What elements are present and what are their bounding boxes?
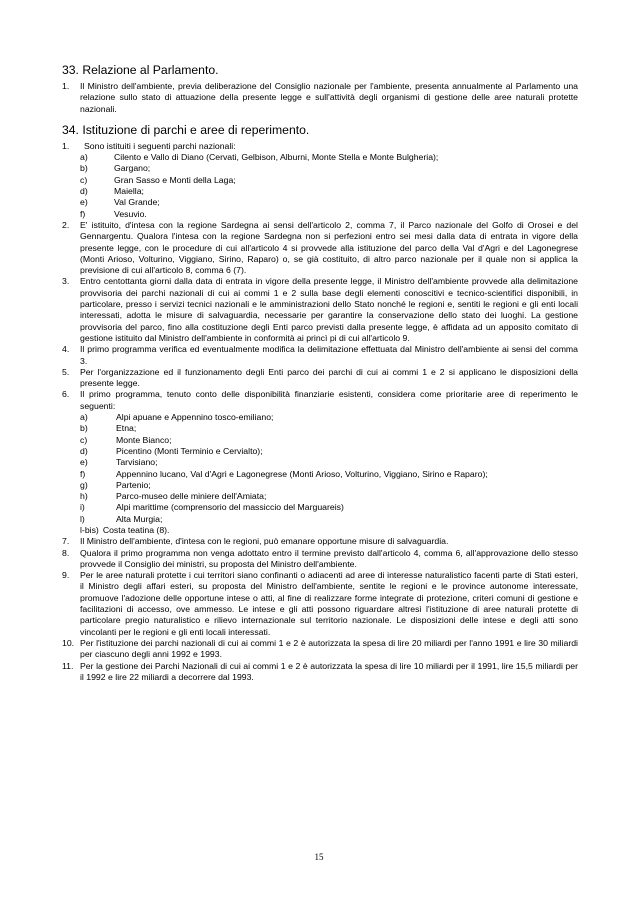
paragraph-item: [62, 536, 578, 547]
item-number: 6.: [62, 389, 70, 400]
sub-list-item: [80, 412, 578, 423]
sub-item-text: Maiella;: [114, 186, 144, 197]
sub-item-letter: b): [80, 163, 88, 174]
item-number: 11.: [62, 660, 74, 671]
sub-list-item: [80, 525, 578, 536]
sub-list-item: [80, 186, 578, 197]
item-text: Per la gestione dei Parchi Nazionali di cui ai commi 1 e 2 è autorizzata la spesa di lire 10 miliardi per il 1991, lire 15,5 miliardi per il 1992 e lire 22 miliardi a decorrere dal 1993.: [80, 660, 578, 682]
section-33-heading: 33. Relazione al Parlamento.: [62, 63, 219, 77]
item-text: Per l'organizzazione ed il funzionamento degli Enti parco dei parchi di cui ai commi 1 e 2 si applicano le disposizioni della presente legge.: [80, 366, 578, 389]
item-text: Per l'istituzione dei parchi nazionali di cui ai commi 1 e 2 è autorizzata la spesa di lire 20 miliardi per l'anno 1991 e lire 30 miliardi per ciascuno degli anni 1992 e 1993.: [80, 637, 578, 660]
item-number: 1.: [62, 81, 70, 91]
sub-item-text: Val Grande;: [114, 197, 160, 208]
item-text: Il primo programma, tenuto conto delle disponibilità finanziarie esistenti, considera come prioritarie aree di reperimento le seguenti:: [80, 389, 578, 411]
paragraph-item: [62, 548, 578, 571]
sub-list-item: [80, 435, 578, 446]
sub-item-text: Vesuvio.: [114, 208, 147, 219]
page-number: 15: [314, 852, 324, 862]
item-text: Sono istituiti i seguenti parchi nazionali:: [84, 140, 236, 151]
sub-item-letter: b): [80, 423, 88, 434]
item-number: 1.: [62, 140, 70, 151]
paragraph-item: [62, 661, 578, 684]
item-text: Il Ministro dell'ambiente, d'intesa con le regioni, può emanare opportune misure di salvaguardia.: [80, 536, 449, 547]
sub-item-letter: a): [80, 152, 88, 163]
sub-item-letter: f): [80, 208, 86, 219]
item-text: E' istituito, d'intesa con la regione Sardegna ai sensi dell'articolo 2, comma 7, il Parco nazionale del Golfo di Orosei e del Gennargentu. Qualora l'intesa con la regione Sardegna non si perfezioni entro sei mesi dalla data di entrata in vigore della presente legge, con le procedure di cui all'articolo 4 si provvede alla istituzione del parco della Val d'Agri e del Lagonegrese (Monti Arioso, Volturino, Viggiano, Sirino, Raparo) o, se già costituito, di altro parco nazionale per il quale non si applica la previsione di cui all'articolo 8, comma 6 (7).: [80, 219, 578, 276]
sub-item-text: Gran Sasso e Monti della Laga;: [114, 174, 236, 185]
paragraph-item: [62, 276, 578, 344]
item-number: 4.: [62, 344, 70, 355]
sub-list-item: [80, 209, 578, 220]
sub-list-item: [80, 457, 578, 468]
sub-list-item: [80, 423, 578, 434]
item-text: Entro centottanta giorni dalla data di entrata in vigore della presente legge, il Ministro dell'ambiente provvede alla delimitazione provvisoria dei parchi nazionali di cui ai commi 1 e 2 sulla base degli elementi conoscitivi e tecnico-scientifici disponibili, in particolare, presso i servizi tecnici nazionali e le amministrazioni dello Stato nonché le regioni e, sentiti le regioni e gli enti locali interessati, adotta le misure di salvaguardia, necessarie per garantire la conservazione dello stato dei luoghi. La gestione provvisoria del parco, fino alla costituzione degli Enti parco previsti dalla presente legge, è affidata ad un apposito comitato di gestione istituito dal Ministro dell'ambiente in conformità ai princì pi di cui all'articolo 9.: [80, 276, 578, 343]
item-number: 7.: [62, 536, 70, 547]
sub-item-text: Parco-museo delle miniere dell'Amiata;: [116, 491, 267, 502]
item-text: Qualora il primo programma non venga adottato entro il termine previsto dall'articolo 4, comma 6, all'approvazione dello stesso provvede il Consiglio dei ministri, su proposta del Ministro dell'ambiente.: [80, 547, 578, 569]
paragraph-item: [62, 81, 578, 115]
sub-item-letter: e): [80, 197, 88, 208]
sub-list-item: [80, 152, 578, 163]
item-number: 2.: [62, 219, 70, 230]
sub-list-item: [80, 197, 578, 208]
item-text: Per le aree naturali protette i cui territori siano confinanti o adiacenti ad aree di interesse naturalistico facenti parte di Stati esteri, il Ministro degli affari esteri, su proposta del Ministro dell'ambiente, sentite le regioni e le province autonome interessate, promuove l'adozione delle opportune intese o atti, al fine di realizzare forme integrate di protezione, criteri comuni di gestione e facilitazioni di accesso, ove ammesso. Le intese e gli atti possono riguardare altresì l'istituzione di aree naturali protette di particolare pregio naturalistico e rilievo internazionale sul territorio nazionale. Le disposizioni delle intese e degli atti sono vincolanti per le regioni e gli enti locali interessati.: [80, 570, 578, 637]
sub-item-letter: c): [80, 174, 88, 185]
sub-item-text: Partenio;: [116, 479, 151, 490]
sub-item-text: Etna;: [116, 423, 137, 434]
section-34-heading: 34. Istituzione di parchi e aree di reperimento.: [62, 122, 310, 137]
sub-item-letter: g): [80, 479, 88, 490]
sub-list-item: [80, 469, 578, 480]
paragraph-item: [62, 367, 578, 390]
item-number: 3.: [62, 276, 70, 287]
item-number: 8.: [62, 547, 70, 558]
item-number: 10.: [62, 637, 75, 648]
paragraph-item: [62, 389, 578, 412]
sub-list-item: [80, 175, 578, 186]
sub-list-item: [80, 163, 578, 174]
sub-item-text: Gargano;: [114, 163, 151, 174]
sub-list-item: [80, 491, 578, 502]
sub-list-item: [80, 480, 578, 491]
article-content: [62, 62, 578, 683]
sub-item-letter: i): [80, 502, 85, 513]
sub-item-letter: d): [80, 186, 88, 197]
paragraph-item: [62, 141, 578, 152]
sub-list-item: [80, 446, 578, 457]
sub-item-letter: a): [80, 412, 88, 423]
item-text: Il Ministro dell'ambiente, previa deliberazione del Consiglio nazionale per l'ambiente, presenta annualmente al Parlamento una relazione sullo stato di attuazione della presente legge e sull'attività degli organismi di gestione delle aree naturali protette nazionali.: [80, 81, 578, 114]
sub-item-text: Alpi apuane e Appennino tosco-emiliano;: [116, 412, 274, 423]
sub-item-letter: d): [80, 445, 88, 456]
sub-item-text: Picentino (Monti Terminio e Cervialto);: [116, 445, 263, 456]
item-number: 9.: [62, 570, 70, 581]
sub-item-letter: h): [80, 491, 88, 502]
sub-item-text: Costa teatina (8).: [102, 524, 170, 535]
sub-item-text: Cilento e Vallo di Diano (Cervati, Gelbison, Alburni, Monte Stella e Monte Bulgheria);: [114, 152, 439, 163]
paragraph-item: [62, 220, 578, 276]
sub-list-item: [80, 514, 578, 525]
paragraph-item: [62, 638, 578, 661]
sub-item-letter: e): [80, 457, 88, 468]
paragraph-item: [62, 344, 578, 367]
paragraph-item: [62, 570, 578, 638]
sub-item-text: Appennino lucano, Val d'Agri e Lagonegrese (Monti Arioso, Volturino, Viggiano, Sirino e Raparo);: [116, 468, 488, 479]
item-number: 5.: [62, 366, 70, 377]
sub-item-letter: c): [80, 434, 88, 445]
sub-list-item: [80, 502, 578, 513]
item-text: Il primo programma verifica ed eventualmente modifica la delimitazione effettuata dal Ministro dell'ambiente ai sensi del comma 3.: [80, 344, 578, 366]
sub-item-text: Alta Murgia;: [116, 513, 163, 524]
sub-item-text: Monte Bianco;: [116, 434, 172, 445]
sub-item-text: Alpi marittime (comprensorio del massiccio del Marguareis): [116, 502, 344, 513]
sub-item-letter: l-bis): [80, 524, 99, 535]
sub-item-letter: f): [80, 468, 86, 479]
sub-item-text: Tarvisiano;: [116, 457, 158, 468]
sub-item-letter: l): [80, 513, 85, 524]
